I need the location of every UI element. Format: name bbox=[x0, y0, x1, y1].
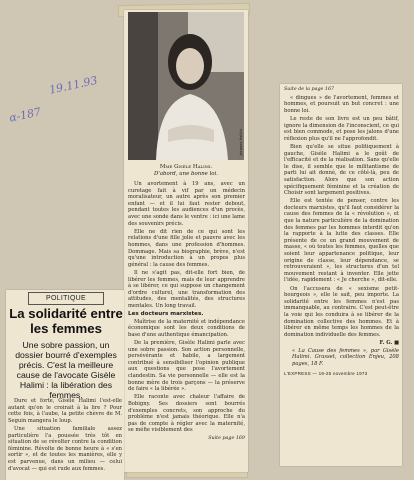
left-column-text bbox=[8, 398, 122, 474]
continued-note: Suite page 169 bbox=[208, 435, 245, 441]
continued-from-note: Suite de la page 167 bbox=[284, 87, 335, 92]
headline: La solidarité entre les femmes bbox=[9, 306, 123, 336]
paragraph: « dingues » de l'avortement, femmes et hommes, et poursuit un but concret : une bonne loi. bbox=[284, 94, 399, 114]
handwritten-date: 19.11.93 bbox=[48, 73, 99, 97]
right-column-text bbox=[284, 87, 399, 378]
source-line: L'EXPRESS — 19-25 novembre 1973 bbox=[284, 371, 368, 377]
caption-subtitle: D'abord, une bonne loi. bbox=[154, 171, 218, 177]
rubric-label: POLITIQUE bbox=[28, 292, 104, 305]
center-column-text bbox=[128, 181, 245, 442]
photo-credit: Jacques Haillot bbox=[239, 129, 243, 156]
paragraph: Elle est tentée de penser, contre les docteurs marxistes, qu'il faut considérer la cause des femmes de la « révolution », et que la nature particulière de la domination des femmes par les hommes interdit qu'on la rapporte à la lutte des classes. Elle présente de ce un grand mouvement de masse, « où toutes les femmes, quelles que soient leur appartenance politique, leur origine de classe, leur dépendance, se retrouveraient », les structures d'un tel mouvement restant à inventer. Elle jette l'idée, rapidement : « Je cherche », dit-elle. bbox=[284, 198, 399, 284]
paragraph: Maîtrise de la maternité et indépendance économique sont les deux conditions de base d'une authentique émancipation. bbox=[128, 318, 245, 338]
paragraph: Elle raconte avec chaleur l'affaire de Bobigny. Ses dossiers sont bourrés d'exemples concrets, son approche du problème n'est jamais théorique. Elle n'a pas de compte à régler avec la maternité, se méfie visiblement des bbox=[128, 394, 245, 434]
paragraph: Un avortement à 19 ans, avec un curetage fait à vif par un médecin moralisateur, un autre après son premier enfant — et il lui faut rester debout, pendant toutes les audiences d'un procès, avec une sonde dans le ventre : ici une lame des souvenirs précis. bbox=[128, 181, 245, 227]
center-subhead: Les docteurs marxistes. bbox=[128, 311, 204, 318]
author-signature: F. G. ■ bbox=[379, 339, 399, 346]
paragraph: Il ne s'agit pas, dit-elle fort bien, de libérer les femmes, mais de leur apprendre à se libérer, ce qui suppose un changement d'ordre culturel, une transformation des attitudes, des mentalités, des structures mentales. Un long travail. bbox=[128, 269, 245, 309]
paragraph: Bien qu'elle se situe politiquement à gauche, Gisèle Halimi a le goût de l'efficacité et de la réalisation. Sans qu'elle le dise, il semble que le militantisme de parti lui ait donné, de ce côté-là, peu de satisfaction. Alors que son action spécifiquement féminine et la création de Choisir sont largement positives. bbox=[284, 143, 399, 197]
book-reference: « La Cause des femmes », par Gisèle Halimi. Grasset, collection Enjeu, 208 pages, 18 F. bbox=[292, 347, 399, 367]
photo-caption bbox=[126, 164, 246, 178]
portrait-photo bbox=[128, 12, 244, 160]
handwritten-reference: α-187 bbox=[8, 105, 43, 125]
paragraph: On l'accusera de « sexisme petit-bourgeois », elle le sait, peu importe. La solidarité entre les femmes n'est pas immanquable, au contraire. C'est peut-être la voie qui les conduira à se libérer de la domination collective des hommes. Et à libérer en même temps les hommes de la domination individuelle des femmes. bbox=[284, 285, 399, 338]
paragraph: Une situation familiale assez particulière l'a poussée très tôt en situation de se révolter contre la condition féminine. Révolte de bonne heure à « s'en sortir », et de toutes les manières, elle y est parvenue, dans un milieu — celui d'avocat — qui est rude aux femmes. bbox=[8, 425, 122, 472]
caption-name: Mme Gisèle Halimi. bbox=[159, 164, 213, 170]
lead-paragraph: Une sobre passion, un dossier bourré d'exemples précis. C'est la meilleure cause de l'avocate Gisèle Halimi : la libération des femmes. bbox=[15, 340, 117, 400]
paragraph: Le reste de son livre est un peu bâtif, ignore la dimension de l'inconscient, ce qui est bien commode, et pose les jalons d'une réflexion plus qu'il ne l'approfondit. bbox=[284, 115, 399, 142]
paragraph: Dure et forte, Gisèle Halimi l'est-elle autant qu'on le croirait à la lire ? Pour cette fois, à l'aube, la petite chèvre de M. Seguin mangera le loup. bbox=[8, 398, 122, 424]
portrait-figure-image bbox=[128, 12, 244, 160]
paragraph: De la première, Gisèle Halimi parle avec une sobre passion. Son action personnelle, persévérante et habile, a largement contribué à sensibiliser l'opinion publique aux questions que pose l'avortement clandestin. Sa vie personnelle — elle est la bonne mère de trois garçons — la préserve de faire « la libérée ». bbox=[128, 340, 245, 393]
paragraph: Elle ne dit rien de ce qui sont les relations d'une fille jolie et pauvre avec les hommes, dans une profession d'hommes. Dommage. Mais sa biographie, brève, n'est qu'une introduction à un propos plus général : la cause des femmes. bbox=[128, 228, 245, 268]
